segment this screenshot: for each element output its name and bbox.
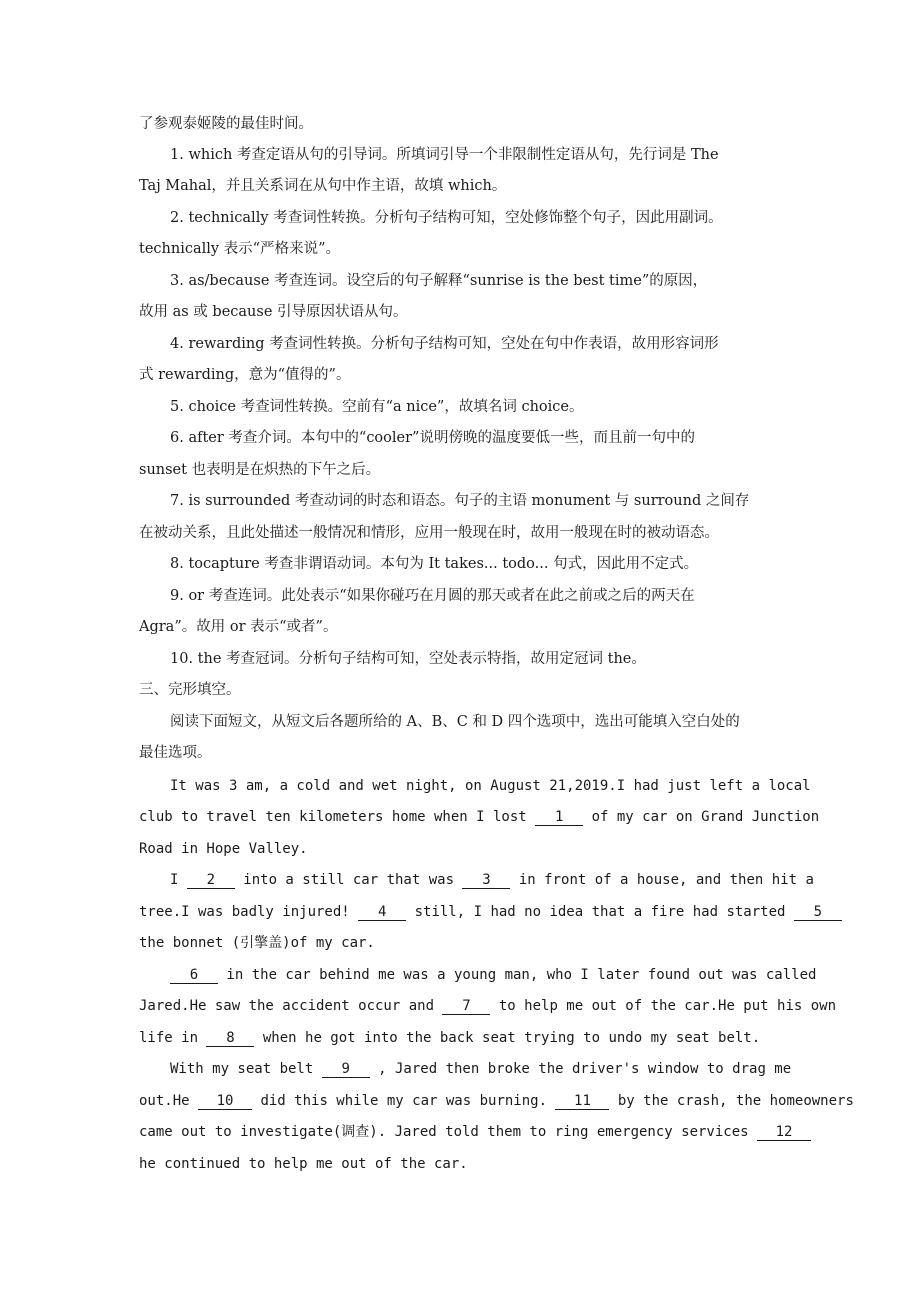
passage-line	[139, 996, 836, 1016]
answer-7-line-2: 在被动关系，且此处描述一般情况和情形，应用一般现在时，故用一般现在时的被动语态。	[139, 525, 719, 541]
instructions-line-1: 阅读下面短文，从短文后各题所给的 A、B、C 和 D 四个选项中，选出可能填入空白处的	[170, 714, 740, 730]
passage-text: life in	[139, 1030, 207, 1046]
answer-7-line-1: 7. is surrounded 考查动词的时态和语态。句子的主语 monument 与 surround 之间存	[170, 493, 750, 509]
passage-text: came out to investigate(调查). Jared told them to ring emergency services	[139, 1124, 758, 1140]
answer-10: 10. the 考查冠词。分析句子结构可知，空处表示特指，故用定冠词 the。	[170, 651, 646, 667]
passage-line	[139, 1091, 854, 1111]
passage-text: did this while my car was burning.	[252, 1093, 556, 1109]
passage-line: It was 3 am, a cold and wet night, on August 21,2019.I had just left a local	[170, 778, 811, 794]
passage-line: Road in Hope Valley.	[139, 841, 308, 857]
blank-4[interactable]: 4	[358, 904, 406, 921]
answer-6-line-2: sunset 也表明是在炽热的下午之后。	[139, 462, 381, 478]
passage-line	[170, 870, 814, 890]
passage-text: still, I had no idea that a fire had started	[406, 904, 794, 920]
passage-text: With my seat belt	[170, 1061, 322, 1077]
answer-9-line-2: Agra”。故用 or 表示“或者”。	[139, 619, 338, 635]
passage-line	[139, 807, 819, 827]
answer-4-line-2: 式 rewarding，意为“值得的”。	[139, 367, 351, 383]
section-heading: 三、完形填空。	[139, 682, 241, 698]
passage-line	[139, 1028, 760, 1048]
blank-11[interactable]: 11	[555, 1093, 609, 1110]
passage-text: I	[170, 872, 187, 888]
answer-5: 5. choice 考查词性转换。空前有“a nice”，故填名词 choice。	[170, 399, 584, 415]
answer-1-line-1: 1. which 考查定语从句的引导词。所填词引导一个非限制性定语从句，先行词是 The	[170, 147, 719, 163]
passage-text: of my car on Grand Junction	[583, 809, 820, 825]
answer-6-line-1: 6. after 考查介词。本句中的“cooler”说明傍晚的温度要低一些，而且前一句中的	[170, 430, 695, 446]
passage-line	[139, 902, 842, 922]
blank-6[interactable]: 6	[170, 967, 218, 984]
answer-2-line-1: 2. technically 考查词性转换。分析句子结构可知，空处修饰整个句子，因此用副词。	[170, 210, 723, 226]
answer-2-line-2: technically 表示“严格来说”。	[139, 241, 341, 257]
answer-4-line-1: 4. rewarding 考查词性转换。分析句子结构可知，空处在句中作表语，故用形容词形	[170, 336, 719, 352]
answer-9-line-1: 9. or 考查连词。此处表示“如果你碰巧在月圆的那天或者在此之前或之后的两天在	[170, 588, 695, 604]
passage-line	[170, 1059, 791, 1079]
passage-line: the bonnet (引擎盖)of my car.	[139, 935, 375, 951]
passage-text: Jared.He saw the accident occur and	[139, 998, 443, 1014]
passage-line	[139, 1122, 811, 1142]
passage-text: by the crash, the homeowners	[609, 1093, 854, 1109]
passage-text: when he got into the back seat trying to undo my seat belt.	[254, 1030, 761, 1046]
blank-9[interactable]: 9	[322, 1061, 370, 1078]
blank-8[interactable]: 8	[206, 1030, 254, 1047]
answer-3-line-1: 3. as/because 考查连词。设空后的句子解释“sunrise is the best time”的原因，	[170, 273, 708, 289]
answer-1-line-2: Taj Mahal，并且关系词在从句中作主语，故填 which。	[139, 178, 507, 194]
passage-text: in front of a house, and then hit a	[510, 872, 814, 888]
blank-2[interactable]: 2	[187, 872, 235, 889]
passage-line	[170, 965, 816, 985]
passage-text: into a still car that was	[234, 872, 463, 888]
passage-text: club to travel ten kilometers home when I lost	[139, 809, 536, 825]
blank-7[interactable]: 7	[442, 998, 490, 1015]
passage-text: to help me out of the car.He put his own	[490, 998, 837, 1014]
text-line: 了参观泰姬陵的最佳时间。	[139, 116, 313, 132]
passage-text: , Jared then broke the driver's window to drag me	[369, 1061, 792, 1077]
passage-text: in the car behind me was a young man, who I later found out was called	[218, 967, 817, 983]
passage-text: out.He	[139, 1093, 199, 1109]
blank-1[interactable]: 1	[535, 809, 583, 826]
answer-3-line-2: 故用 as 或 because 引导原因状语从句。	[139, 304, 408, 320]
blank-3[interactable]: 3	[462, 872, 510, 889]
passage-line: he continued to help me out of the car.	[139, 1156, 468, 1172]
blank-10[interactable]: 10	[198, 1093, 252, 1110]
answer-8: 8. tocapture 考查非谓语动词。本句为 It takes... todo... 句式，因此用不定式。	[170, 556, 699, 572]
blank-5[interactable]: 5	[794, 904, 842, 921]
passage-text: tree.I was badly injured!	[139, 904, 359, 920]
blank-12[interactable]: 12	[757, 1124, 811, 1141]
instructions-line-2: 最佳选项。	[139, 745, 212, 761]
